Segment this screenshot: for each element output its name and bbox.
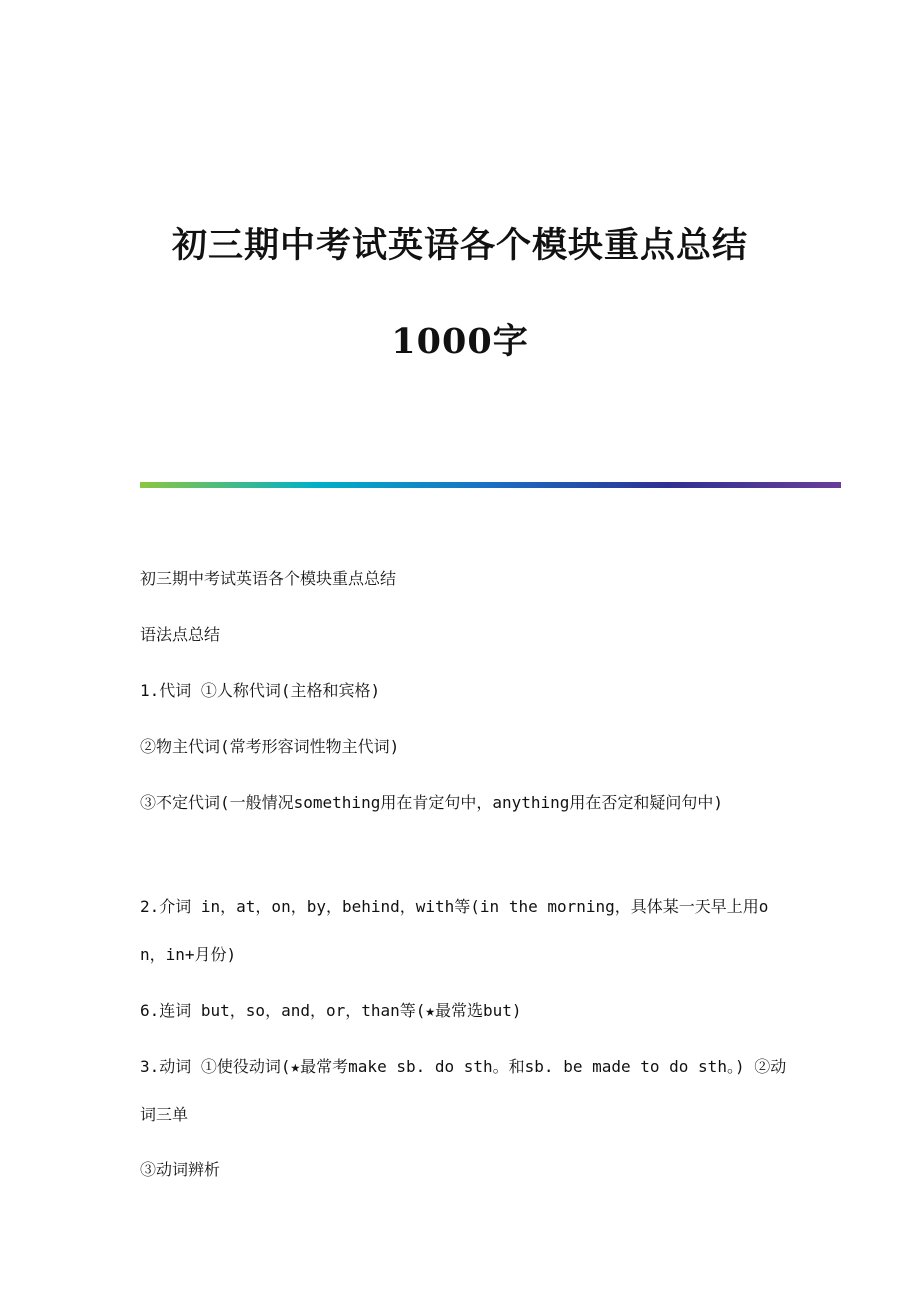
gradient-divider	[140, 482, 841, 488]
content-heading: 初三期中考试英语各个模块重点总结	[140, 569, 397, 588]
document-title-line-2: 1000字	[391, 321, 529, 362]
paragraph-indefinite: ③不定代词(一般情况something用在肯定句中，anything用在否定和疑问句中)	[140, 793, 724, 812]
paragraph-pronouns: 1.代词 ①人称代词(主格和宾格)	[140, 681, 381, 700]
paragraph-conjunctions: 6.连词 but，so，and，or，than等(★最常选but)	[140, 1001, 522, 1020]
paragraph-verb-analysis: ③动词辨析	[140, 1160, 221, 1179]
paragraph-prepositions: 2.介词 in，at，on，by，behind，with等(in the morning，具体某一天早上用on，in+月份)	[140, 897, 769, 964]
section-title: 语法点总结	[140, 625, 221, 644]
paragraph-possessive: ②物主代词(常考形容词性物主代词)	[140, 737, 400, 756]
document-title-line-1: 初三期中考试英语各个模块重点总结	[171, 225, 748, 266]
paragraph-verbs: 3.动词 ①使役动词(★最常考make sb. do sth。和sb. be made to do sth。) ②动词三单	[140, 1057, 787, 1124]
